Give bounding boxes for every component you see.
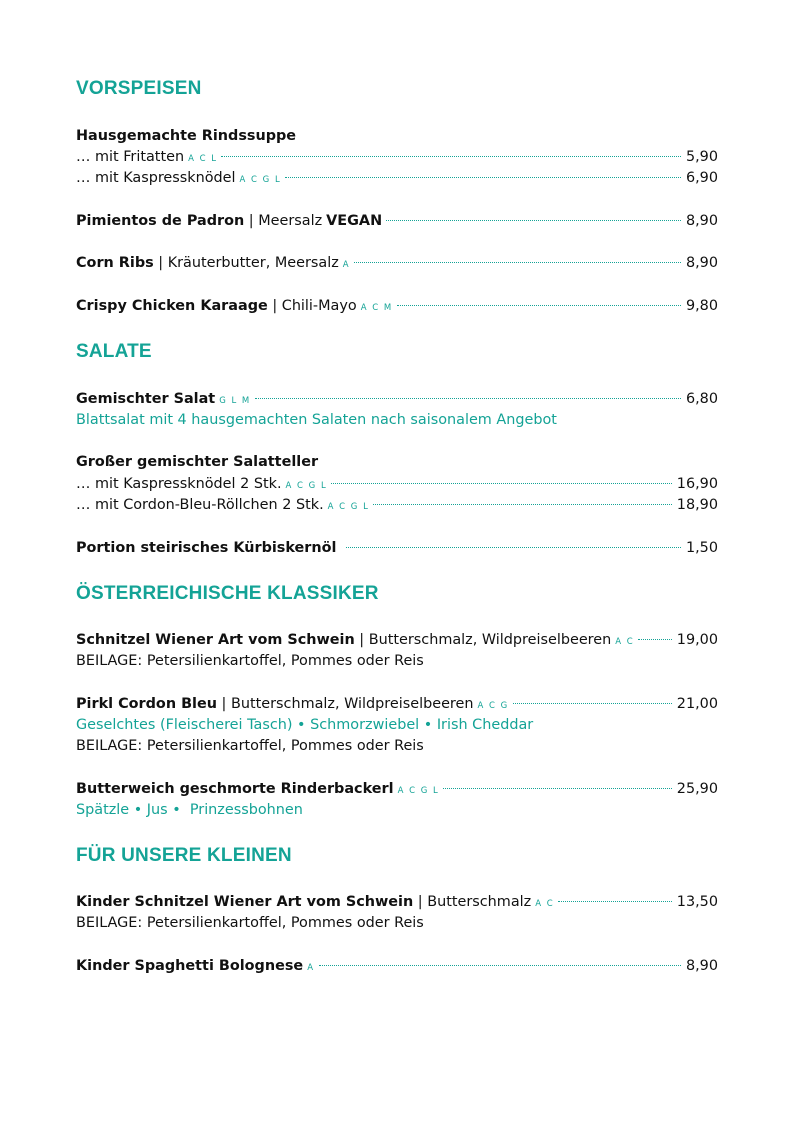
- allergen-codes: A C: [615, 637, 635, 647]
- section-heading-kleinen: FÜR UNSERE KLEINEN: [76, 845, 292, 866]
- variant-label: … mit Cordon-Bleu-Röllchen 2 Stk.: [76, 497, 324, 513]
- allergen-codes: A C G: [477, 701, 509, 711]
- dot-leader: [319, 965, 681, 966]
- separator: |: [153, 255, 168, 271]
- dot-leader: [513, 703, 672, 704]
- item-name-rindssuppe: Hausgemachte Rindssuppe: [76, 128, 297, 144]
- menu-line-pimientos: [76, 211, 718, 232]
- variant-label: … mit Kaspressknödel: [76, 170, 236, 186]
- item-description: Chili-Mayo: [281, 298, 357, 314]
- price: 25,90: [676, 781, 718, 797]
- dot-leader: [638, 639, 672, 640]
- item-name: Butterweich geschmorte Rinderbackerl: [76, 781, 394, 797]
- item-note-rinderbackerl: Spätzle • Jus • Prinzessbohnen: [76, 802, 303, 818]
- price: 6,80: [685, 391, 718, 407]
- dot-leader: [443, 788, 672, 789]
- dot-leader: [397, 305, 681, 306]
- dot-leader: [221, 156, 680, 157]
- allergen-codes: A C G L: [285, 481, 328, 491]
- item-description: Butterschmalz, Wildpreiselbeeren: [368, 632, 612, 648]
- price: 1,50: [685, 540, 718, 556]
- allergen-codes: G L M: [219, 396, 251, 406]
- item-name-salatteller: Großer gemischter Salatteller: [76, 454, 319, 470]
- menu-line-pirkl: [76, 694, 718, 715]
- section-heading-salate: SALATE: [76, 341, 152, 362]
- price: 6,90: [685, 170, 718, 186]
- item-description: Butterschmalz, Wildpreiselbeeren: [230, 696, 474, 712]
- item-name: Portion steirisches Kürbiskernöl: [76, 540, 337, 556]
- item-side-schnitzel: BEILAGE: Petersilienkartoffel, Pommes oder Reis: [76, 653, 424, 669]
- dot-leader: [373, 504, 671, 505]
- price: 5,90: [685, 149, 718, 165]
- item-description: Kräuterbutter, Meersalz: [167, 255, 339, 271]
- item-name: Kinder Schnitzel Wiener Art vom Schwein: [76, 894, 414, 910]
- item-note-gemischter-salat: Blattsalat mit 4 hausgemachten Salaten nach saisonalem Angebot: [76, 412, 557, 428]
- allergen-codes: A C G L: [327, 502, 370, 512]
- item-name: Pirkl Cordon Bleu: [76, 696, 217, 712]
- item-name: Kinder Spaghetti Bolognese: [76, 958, 304, 974]
- price: 8,90: [685, 958, 718, 974]
- item-name: Crispy Chicken Karaage: [76, 298, 268, 314]
- section-heading-klassiker: ÖSTERREICHISCHE KLASSIKER: [76, 583, 379, 604]
- item-side-pirkl: BEILAGE: Petersilienkartoffel, Pommes oder Reis: [76, 738, 424, 754]
- price: 16,90: [676, 476, 718, 492]
- menu-line-kuerbiskernoel: [76, 538, 718, 559]
- menu-line-kinder-schnitzel: [76, 892, 718, 913]
- price: 13,50: [676, 894, 718, 910]
- price: 21,00: [676, 696, 718, 712]
- menu-line-gemischter-salat: [76, 389, 718, 410]
- menu-line-fritatten: [76, 147, 718, 168]
- item-description: Meersalz: [258, 213, 323, 229]
- item-name: Schnitzel Wiener Art vom Schwein: [76, 632, 355, 648]
- dot-leader: [285, 177, 681, 178]
- dot-leader: [346, 547, 680, 548]
- price: 8,90: [685, 255, 718, 271]
- separator: |: [354, 632, 369, 648]
- item-side-kinder-schnitzel: BEILAGE: Petersilienkartoffel, Pommes oder Reis: [76, 915, 424, 931]
- vegan-tag: VEGAN: [326, 213, 383, 229]
- menu-line-kaspressknoedel: [76, 168, 718, 189]
- allergen-codes: A C: [535, 899, 555, 909]
- menu-line-corn-ribs: [76, 253, 718, 274]
- allergen-codes: A C G L: [239, 175, 282, 185]
- separator: |: [244, 213, 259, 229]
- price: 19,00: [676, 632, 718, 648]
- separator: |: [216, 696, 231, 712]
- item-name: Corn Ribs: [76, 255, 154, 271]
- separator: |: [413, 894, 428, 910]
- menu-line-salatteller-knoedel: [76, 474, 718, 495]
- separator: |: [267, 298, 282, 314]
- variant-label: … mit Kaspressknödel 2 Stk.: [76, 476, 282, 492]
- dot-leader: [354, 262, 681, 263]
- item-name: Gemischter Salat: [76, 391, 216, 407]
- price: 9,80: [685, 298, 718, 314]
- price: 18,90: [676, 497, 718, 513]
- item-description: Butterschmalz: [427, 894, 532, 910]
- allergen-codes: A C M: [360, 303, 393, 313]
- menu-line-rinderbackerl: [76, 779, 718, 800]
- allergen-codes: A C G L: [397, 786, 440, 796]
- dot-leader: [386, 220, 681, 221]
- menu-line-karaage: [76, 296, 718, 317]
- item-name: Pimientos de Padron: [76, 213, 245, 229]
- allergen-codes: A: [342, 260, 351, 270]
- dot-leader: [558, 901, 672, 902]
- dot-leader: [331, 483, 672, 484]
- menu-line-salatteller-cordon: [76, 495, 718, 516]
- dot-leader: [255, 398, 681, 399]
- allergen-codes: A C L: [188, 154, 218, 164]
- price: 8,90: [685, 213, 718, 229]
- item-note-pirkl: Geselchtes (Fleischerei Tasch) • Schmorzwiebel • Irish Cheddar: [76, 717, 534, 733]
- variant-label: … mit Fritatten: [76, 149, 185, 165]
- section-heading-vorspeisen: VORSPEISEN: [76, 78, 202, 99]
- allergen-codes: A: [307, 963, 315, 973]
- menu-line-kinder-spaghetti: [76, 956, 718, 977]
- menu-line-schnitzel: [76, 630, 718, 651]
